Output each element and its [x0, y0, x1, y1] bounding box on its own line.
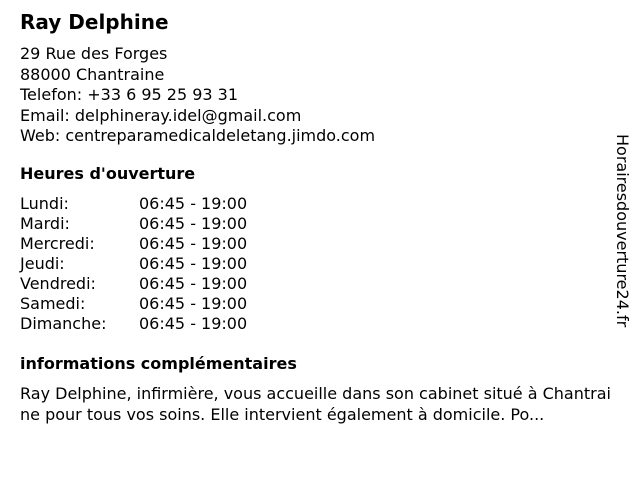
- time-range: 06:45 - 19:00: [139, 274, 248, 293]
- time-range: 06:45 - 19:00: [139, 254, 248, 273]
- description-text: Ray Delphine, infirmière, vous accueille dans son cabinet situé à Chantraine pour tous vos soins. Elle intervient également à domicile. Po...: [20, 384, 611, 424]
- hours-row-monday: [20, 194, 247, 214]
- opening-hours-heading: Heures d'ouverture: [20, 164, 196, 183]
- hours-row-wednesday: [20, 234, 247, 254]
- hours-row-saturday: [20, 294, 247, 314]
- hours-row-tuesday: [20, 214, 247, 234]
- time-range: 06:45 - 19:00: [139, 314, 248, 333]
- address-city: 88000 Chantraine: [20, 64, 165, 84]
- opening-hours-table: [20, 194, 247, 334]
- day-label: Jeudi:: [20, 254, 65, 273]
- contact-block: [20, 44, 375, 147]
- hours-row-friday: [20, 274, 247, 294]
- day-label: Dimanche:: [20, 314, 107, 333]
- day-label: Mardi:: [20, 214, 70, 233]
- site-watermark: [612, 134, 632, 344]
- email-line: Email: delphineray.idel@gmail.com: [20, 105, 302, 125]
- address-street: 29 Rue des Forges: [20, 44, 168, 63]
- hours-row-sunday: [20, 314, 247, 334]
- additional-info-heading: informations complémentaires: [20, 354, 297, 373]
- hours-row-thursday: [20, 254, 247, 274]
- day-label: Vendredi:: [20, 274, 96, 293]
- time-range: 06:45 - 19:00: [139, 214, 248, 233]
- business-name: Ray Delphine: [20, 10, 169, 34]
- time-range: 06:45 - 19:00: [139, 294, 248, 313]
- time-range: 06:45 - 19:00: [139, 194, 248, 213]
- day-label: Lundi:: [20, 194, 69, 213]
- day-label: Mercredi:: [20, 234, 95, 253]
- time-range: 06:45 - 19:00: [139, 234, 248, 253]
- phone-line: Telefon: +33 6 95 25 93 31: [20, 85, 239, 104]
- watermark-text: Horairesdouverture24.fr: [613, 134, 632, 328]
- day-label: Samedi:: [20, 294, 86, 313]
- web-line: Web: centreparamedicaldeletang.jimdo.com: [20, 126, 376, 145]
